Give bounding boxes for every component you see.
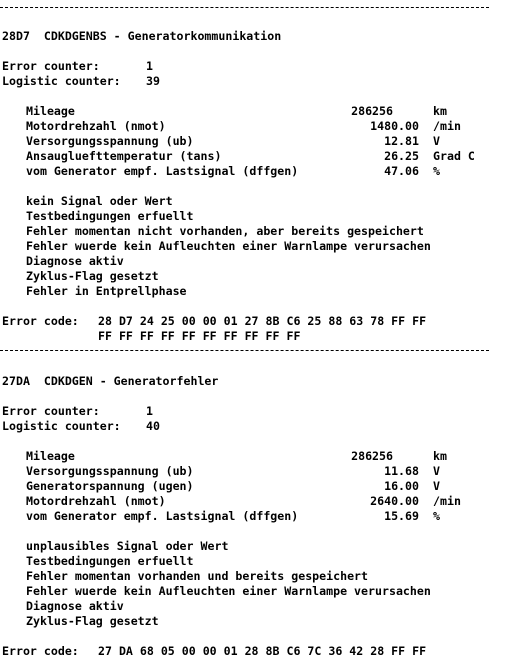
param-name: Generatorspannung (ugen) <box>26 479 194 493</box>
status-line: Zyklus-Flag gesetzt <box>26 614 159 628</box>
param-name: Versorgungsspannung (ub) <box>26 464 194 478</box>
fault-header: 27DA CDKDGEN - Generatorfehler <box>2 374 219 388</box>
status-line: Zyklus-Flag gesetzt <box>26 269 159 283</box>
param-value: 47.06 <box>384 164 419 178</box>
status-line: Diagnose aktiv <box>26 599 124 613</box>
error-counter-label: Error counter: <box>2 404 100 418</box>
status-line: kein Signal oder Wert <box>26 194 173 208</box>
param-value: 2640.00 <box>370 494 419 508</box>
error-code-label: Error code: <box>2 314 79 328</box>
status-line: Testbedingungen erfuellt <box>26 209 194 223</box>
param-unit: % <box>433 164 440 178</box>
param-name: Mileage <box>26 449 75 463</box>
param-unit: /min <box>433 119 461 133</box>
status-line: Testbedingungen erfuellt <box>26 554 194 568</box>
logistic-counter-value: 39 <box>146 74 160 88</box>
error-code-bytes: 27 DA 68 05 00 00 01 28 8B C6 7C 36 42 28 FF FF <box>98 644 427 658</box>
status-line: Diagnose aktiv <box>26 254 124 268</box>
param-name: Motordrehzahl (nmot) <box>26 119 166 133</box>
error-counter-value: 1 <box>146 404 153 418</box>
error-code-bytes: 28 D7 24 25 00 00 01 27 8B C6 25 88 63 78 FF FF <box>98 314 427 328</box>
param-name: Versorgungsspannung (ub) <box>26 134 194 148</box>
status-line: Fehler in Entprellphase <box>26 284 187 298</box>
status-line: Fehler momentan nicht vorhanden, aber bereits gespeichert <box>26 224 424 238</box>
param-value: 16.00 <box>384 479 419 493</box>
param-unit: km <box>433 104 447 118</box>
param-unit: /min <box>433 494 461 508</box>
error-counter-label: Error counter: <box>2 59 100 73</box>
logistic-counter-label: Logistic counter: <box>2 419 121 433</box>
param-value: 11.68 <box>384 464 419 478</box>
param-unit: % <box>433 509 440 523</box>
param-value: 286256 <box>351 449 393 463</box>
param-name: vom Generator empf. Lastsignal (dffgen) <box>26 509 299 523</box>
param-unit: Grad C <box>433 149 475 163</box>
separator-line <box>0 7 489 8</box>
param-unit: V <box>433 134 440 148</box>
logistic-counter-label: Logistic counter: <box>2 74 121 88</box>
param-name: Mileage <box>26 104 75 118</box>
param-value: 26.25 <box>384 149 419 163</box>
logistic-counter-value: 40 <box>146 419 160 433</box>
status-line: Fehler wuerde kein Aufleuchten einer Warnlampe verursachen <box>26 239 431 253</box>
param-name: Ansaugluefttemperatur (tans) <box>26 149 222 163</box>
status-line: unplausibles Signal oder Wert <box>26 539 229 553</box>
param-name: vom Generator empf. Lastsignal (dffgen) <box>26 164 299 178</box>
separator-line <box>0 350 489 351</box>
error-code-bytes: FF FF FF FF FF FF FF FF FF FF <box>98 329 301 343</box>
status-line: Fehler wuerde kein Aufleuchten einer Warnlampe verursachen <box>26 584 431 598</box>
status-line: Fehler momentan vorhanden und bereits gespeichert <box>26 569 369 583</box>
param-name: Motordrehzahl (nmot) <box>26 494 166 508</box>
param-value: 15.69 <box>384 509 419 523</box>
param-value: 286256 <box>351 104 393 118</box>
param-unit: V <box>433 464 440 478</box>
error-code-label: Error code: <box>2 644 79 658</box>
param-value: 1480.00 <box>370 119 419 133</box>
error-counter-value: 1 <box>146 59 153 73</box>
fault-header: 28D7 CDKDGENBS - Generatorkommunikation <box>2 29 282 43</box>
param-value: 12.81 <box>384 134 419 148</box>
param-unit: V <box>433 479 440 493</box>
param-unit: km <box>433 449 447 463</box>
